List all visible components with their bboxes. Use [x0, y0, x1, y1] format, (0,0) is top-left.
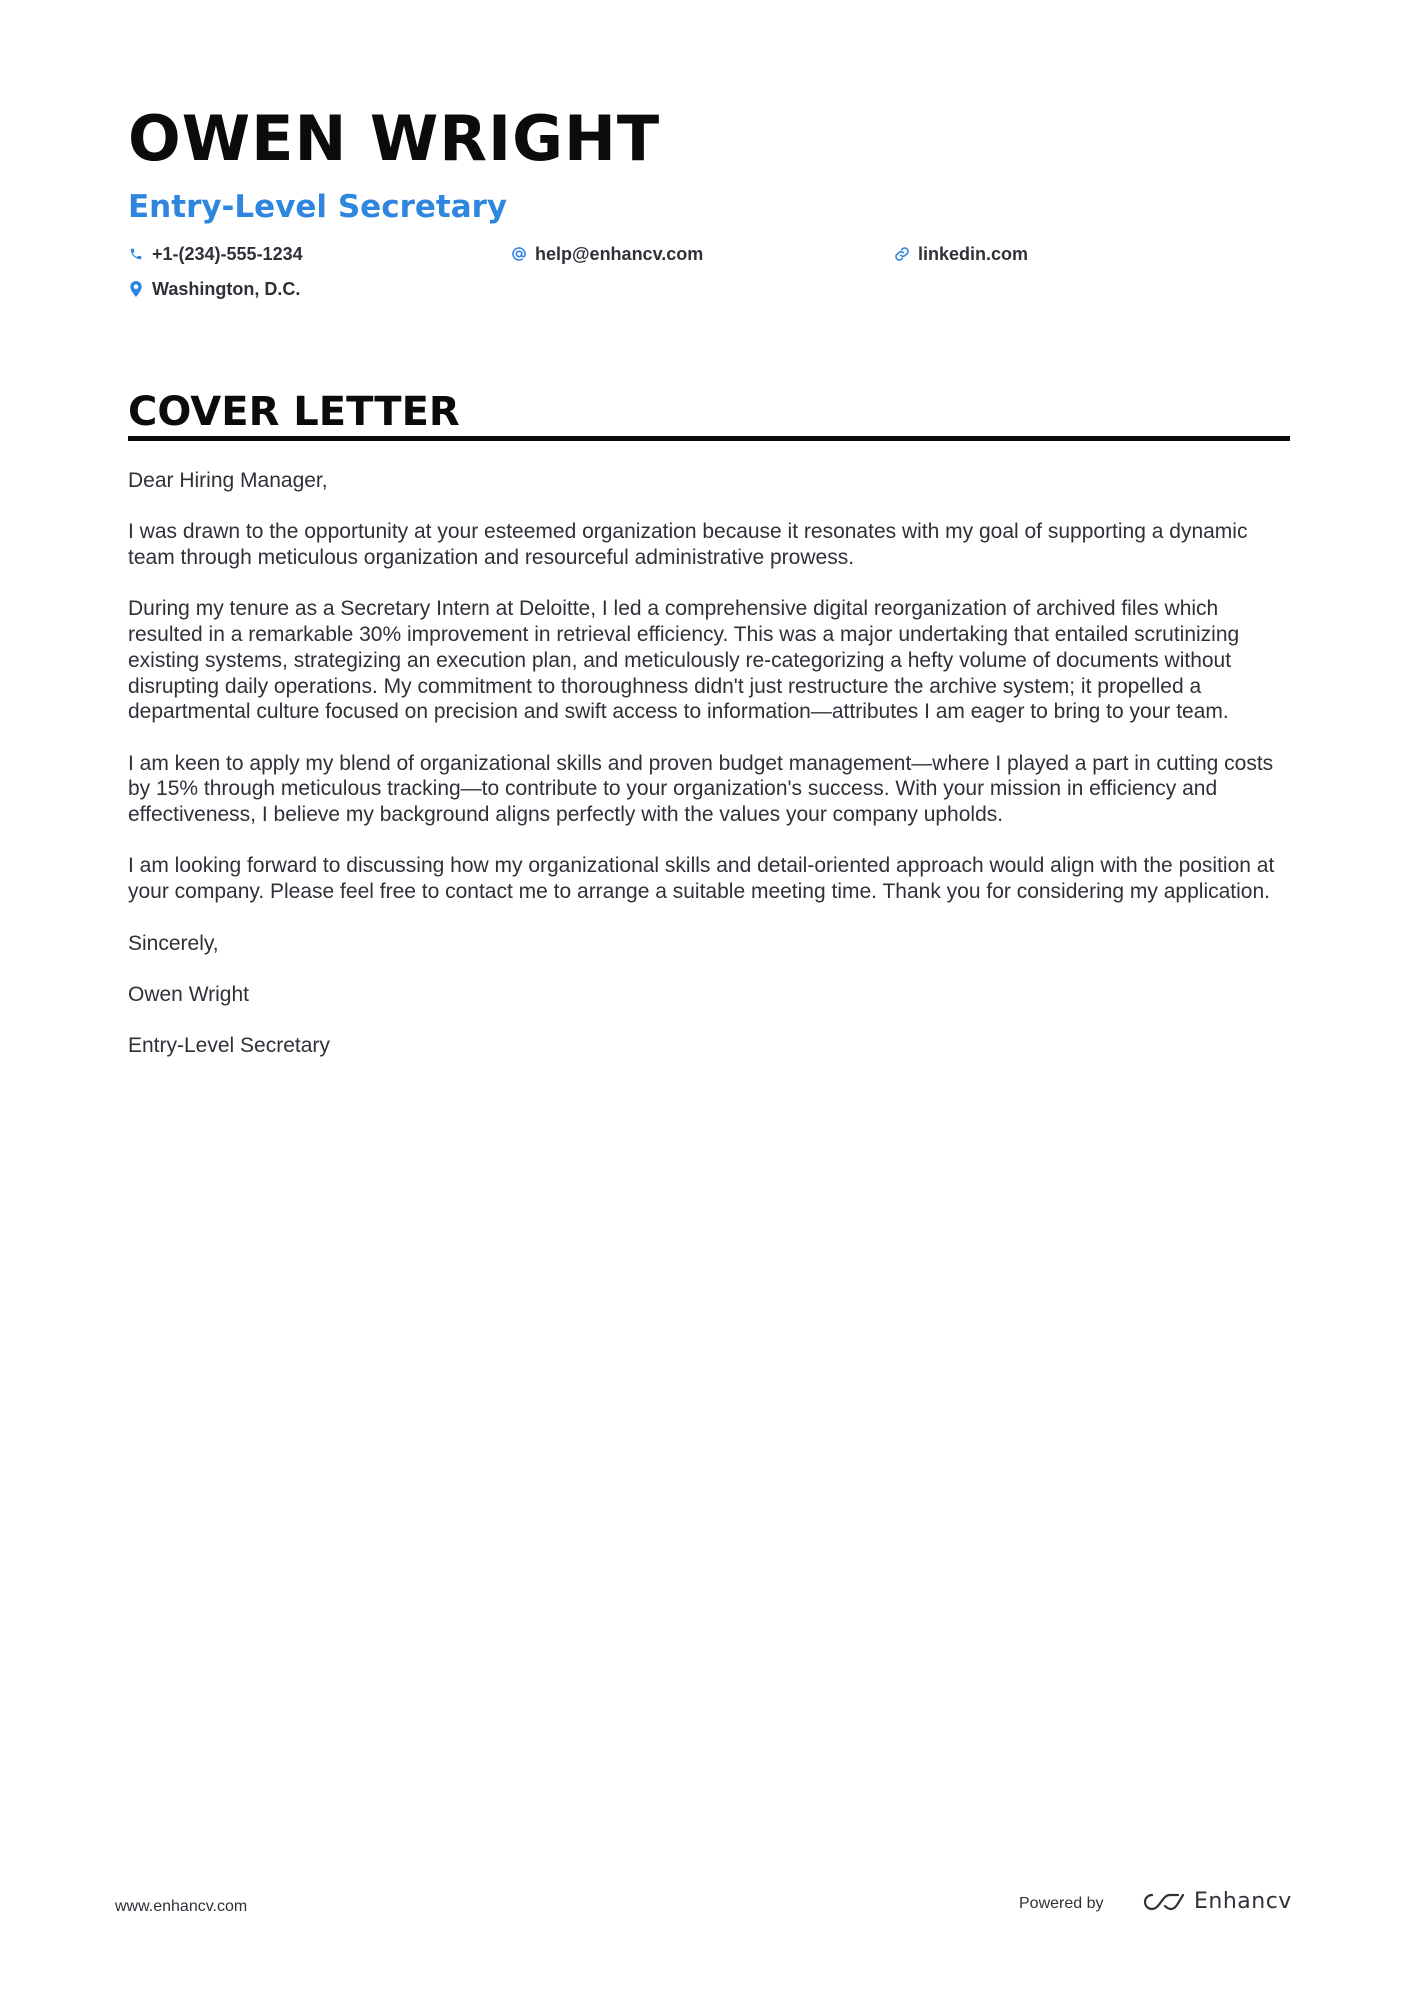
footer-brand-logo[interactable]: [1140, 1889, 1292, 1914]
email-text: help@enhancv.com: [535, 244, 704, 264]
location-text: Washington, D.C.: [152, 279, 301, 299]
candidate-role: Entry-Level Secretary: [128, 189, 508, 225]
phone-text: +1-(234)-555-1234: [152, 244, 303, 264]
contact-location: [128, 280, 300, 298]
letter-paragraph: During my tenure as a Secretary Intern at Deloitte, I led a comprehensive digital reorganization of archived files which resulted in a remarkable 30% improvement in retrieval efficiency. This was a major undertaking that entailed scrutinizing existing systems, strategizing an execution plan, and meticulously re-categorizing a hefty volume of documents without disrupting daily operations. My commitment to thoroughness didn't just restructure the archive system; it propelled a departmental culture focused on precision and swift access to information—attributes I am eager to bring to your team.: [128, 597, 1240, 724]
section-title: COVER LETTER: [128, 389, 460, 435]
letter-body: [128, 468, 1290, 1085]
signature-name: Owen Wright: [128, 982, 249, 1006]
linkedin-text: linkedin.com: [918, 244, 1029, 264]
phone-icon: [128, 246, 144, 262]
footer-brand-name: Enhancv: [1194, 1889, 1292, 1914]
footer-url[interactable]: www.enhancv.com: [115, 1898, 248, 1915]
letter-closing: Sincerely,: [128, 931, 219, 955]
enhancv-logo-icon: [1140, 1891, 1186, 1913]
candidate-name: OWEN WRIGHT: [128, 102, 661, 175]
letter-paragraph: I am keen to apply my blend of organizational skills and proven budget management—where I played a part in cutting costs by 15% through meticulous tracking—to contribute to your organization's success. With your mission in efficiency and effectiveness, I believe my background aligns perfectly with the values your company upholds.: [128, 751, 1274, 827]
letter-paragraph: I was drawn to the opportunity at your esteemed organization because it resonates with my goal of supporting a dynamic team through meticulous organization and resourceful administrative prowess.: [128, 520, 1248, 570]
footer-powered-by: Powered by: [1019, 1895, 1104, 1912]
link-icon: [894, 246, 910, 262]
signature-title: Entry-Level Secretary: [128, 1034, 330, 1058]
letter-paragraph: I am looking forward to discussing how my organizational skills and detail-oriented approach would align with the position at your company. Please feel free to contact me to arrange a suitable meeting time. Thank you for considering my application.: [128, 854, 1275, 904]
at-icon: [511, 246, 527, 262]
letter-salutation: Dear Hiring Manager,: [128, 469, 328, 492]
location-pin-icon: [128, 281, 144, 297]
contact-email[interactable]: [511, 245, 703, 263]
contact-linkedin[interactable]: [894, 245, 1028, 263]
contact-phone[interactable]: [128, 245, 303, 263]
section-divider: [128, 436, 1290, 441]
